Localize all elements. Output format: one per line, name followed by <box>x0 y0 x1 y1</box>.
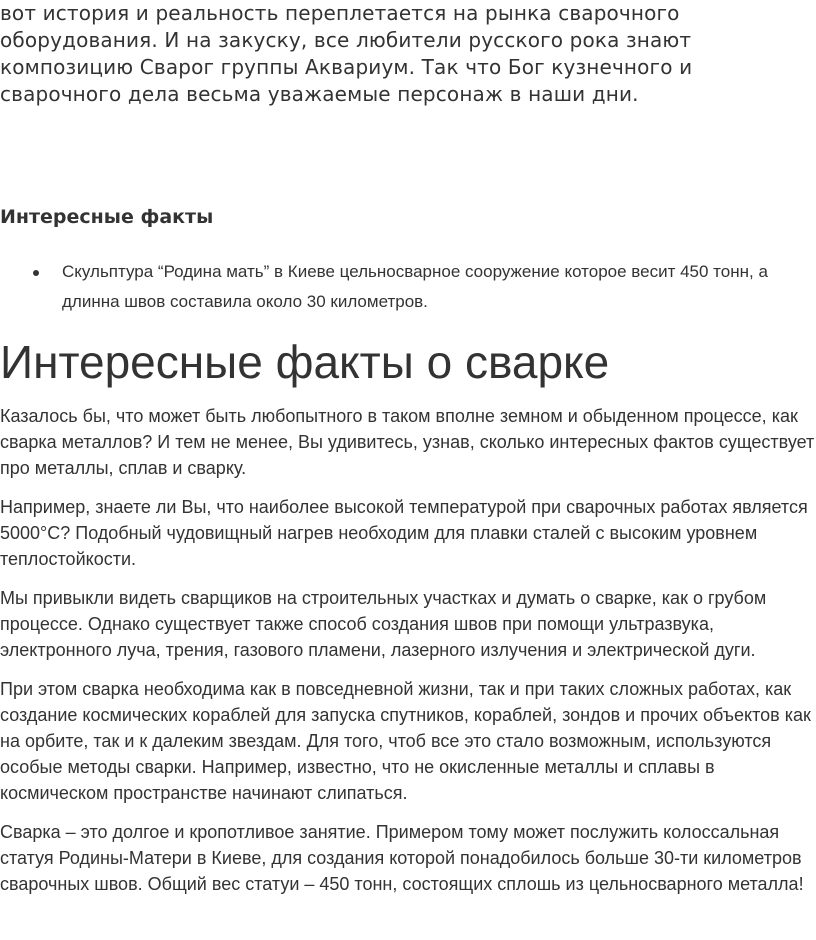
list-item-text: Скульптура “Родина мать” в Киеве цельносварное сооружение которое весит 450 тонн, а длинна швов составила около 30 километров. <box>62 262 768 311</box>
paragraph: Казалось бы, что может быть любопытного в таком вполне земном и обыденном процессе, как сварка металлов? И тем не менее, Вы удивитесь, узнав, сколько интересных фактов существует про металлы, сплав и сварку. <box>0 406 815 478</box>
paragraph: Мы привыкли видеть сварщиков на строительных участках и думать о сварке, как о грубом процессе. Однако существует также способ создания швов при помощи ультразвука, электронного луча, трения, газового пламени, лазерного излучения и электрической дуги. <box>0 588 767 660</box>
paragraph: При этом сварка необходима как в повседневной жизни, так и при таких сложных работах, как создание космических кораблей для запуска спутников, кораблей, зондов и прочих объектов как на орбите, так и к далеким звездам. Для того, чтоб все это стало возможным, используются особые методы сварки. Например, известно, что не окисленные металлы и сплавы в космическом пространстве начинают слипаться. <box>0 679 811 803</box>
facts-list <box>0 257 816 317</box>
list-item <box>0 257 802 317</box>
paragraph: Например, знаете ли Вы, что наиболее высокой температурой при сварочных работах является 5000°С? Подобный чудовищный нагрев необходим для плавки сталей с высоким уровнем теплостойкости. <box>0 497 808 569</box>
intro-paragraph: вот история и реальность переплетается на рынка сварочного оборудования. И на закуску, все любители русского рока знают композицию Сварог группы Аквариум. Так что Бог кузнечного и сварочного дела весьма уважаемые персонаж в наши дни. <box>0 1 693 106</box>
paragraph: Сварка – это долгое и кропотливое занятие. Примером тому может послужить колоссальная статуя Родины-Матери в Киеве, для создания которой понадобилось больше 30-ти километров сварочных швов. Общий вес статуи – 450 тонн, состоящих сплошь из цельносварного металла! <box>0 822 804 894</box>
article-body <box>0 403 816 910</box>
bullet-icon <box>33 270 39 276</box>
section-heading: Интересные факты <box>0 206 214 228</box>
main-heading: Интересные факты о сварке <box>0 336 610 388</box>
